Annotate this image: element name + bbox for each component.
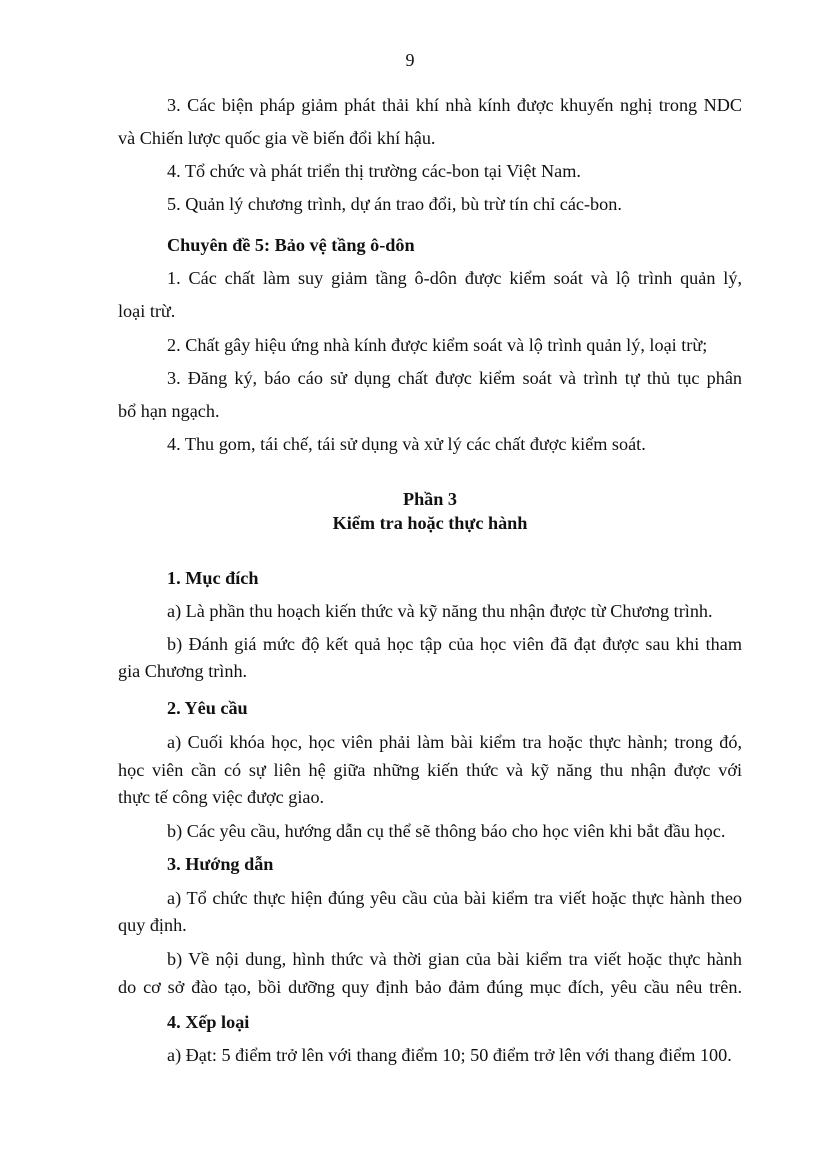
list-item-line: 3. Các biện pháp giảm phát thải khí nhà kính được khuyến nghị trong NDC <box>167 95 742 115</box>
section-heading: 4. Xếp loại <box>167 1012 250 1032</box>
section-heading: 2. Yêu cầu <box>167 698 248 718</box>
paragraph-line: quy định. <box>118 915 187 935</box>
paragraph: b) Các yêu cầu, hướng dẫn cụ thể sẽ thông báo cho học viên khi bắt đầu học. <box>167 821 726 841</box>
paragraph-line: a) Tổ chức thực hiện đúng yêu cầu của bài kiểm tra viết hoặc thực hành theo <box>167 888 742 908</box>
list-item: 2. Chất gây hiệu ứng nhà kính được kiểm soát và lộ trình quản lý, loại trừ; <box>167 335 708 355</box>
list-item: 4. Tổ chức và phát triển thị trường các-bon tại Việt Nam. <box>167 161 581 181</box>
paragraph-line: học viên cần có sự liên hệ giữa những kiến thức và kỹ năng thu nhận được với <box>118 760 742 780</box>
paragraph-line: do cơ sở đào tạo, bồi dưỡng quy định bảo đảm đúng mục đích, yêu cầu nêu trên. <box>118 977 742 997</box>
section-heading: 3. Hướng dẫn <box>167 854 274 874</box>
paragraph: a) Đạt: 5 điểm trở lên với thang điểm 10; 50 điểm trở lên với thang điểm 100. <box>167 1045 732 1065</box>
paragraph-line: thực tế công việc được giao. <box>118 787 325 807</box>
list-item-line: loại trừ. <box>118 301 176 321</box>
list-item: 4. Thu gom, tái chế, tái sử dụng và xử lý các chất được kiểm soát. <box>167 434 646 454</box>
topic-heading: Chuyên đề 5: Bảo vệ tầng ô-dôn <box>167 235 415 255</box>
paragraph-line: a) Cuối khóa học, học viên phải làm bài kiểm tra hoặc thực hành; trong đó, <box>167 732 742 752</box>
list-item-line: và Chiến lược quốc gia về biến đổi khí hậu. <box>118 128 436 148</box>
part-title: Phần 3 <box>402 489 458 509</box>
section-heading: 1. Mục đích <box>167 568 259 588</box>
paragraph-line: b) Về nội dung, hình thức và thời gian của bài kiểm tra viết hoặc thực hành <box>167 949 742 969</box>
paragraph-line: gia Chương trình. <box>118 661 248 681</box>
list-item-line: bổ hạn ngạch. <box>118 401 220 421</box>
list-item: 5. Quản lý chương trình, dự án trao đổi, bù trừ tín chỉ các-bon. <box>167 194 622 214</box>
list-item-line: 1. Các chất làm suy giảm tầng ô-dôn được kiểm soát và lộ trình quản lý, <box>167 268 742 288</box>
paragraph-line: b) Đánh giá mức độ kết quả học tập của học viên đã đạt được sau khi tham <box>167 634 742 654</box>
list-item-line: 3. Đăng ký, báo cáo sử dụng chất được kiểm soát và trình tự thủ tục phân <box>167 368 742 388</box>
part-subtitle: Kiểm tra hoặc thực hành <box>332 513 528 533</box>
page-number: 9 <box>405 50 415 70</box>
paragraph: a) Là phần thu hoạch kiến thức và kỹ năng thu nhận được từ Chương trình. <box>167 601 713 621</box>
